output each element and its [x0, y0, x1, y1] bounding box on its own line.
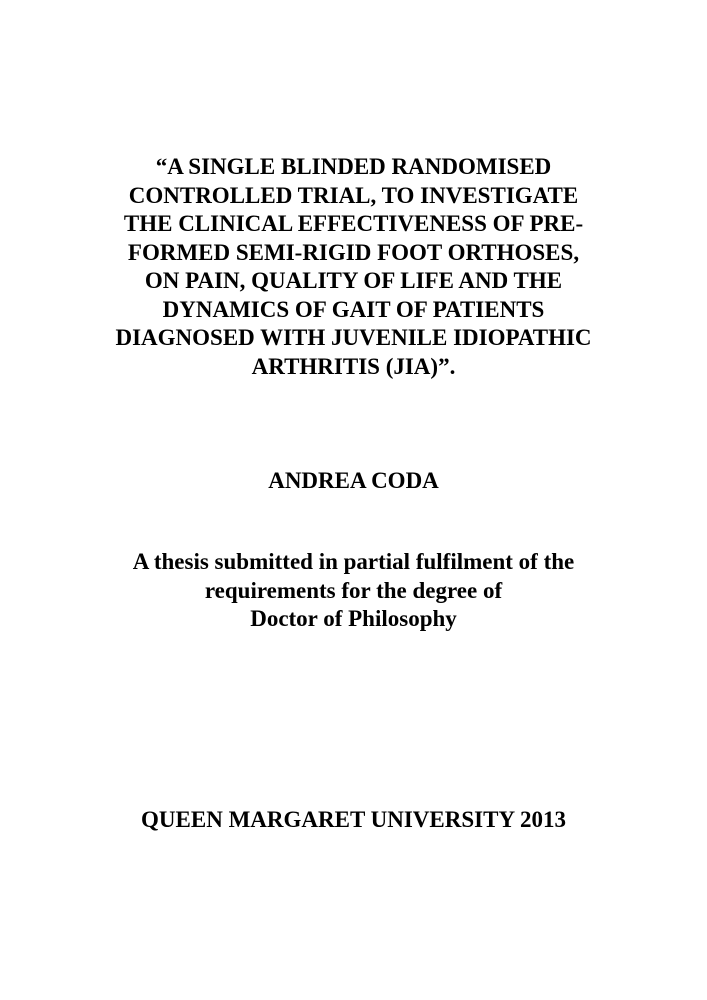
- institution-year: QUEEN MARGARET UNIVERSITY 2013: [141, 807, 566, 832]
- degree-statement-line: requirements for the degree of: [204, 577, 503, 603]
- title-line: ON PAIN, QUALITY OF LIFE AND THE: [144, 268, 563, 293]
- title-line: “A SINGLE BLINDED RANDOMISED: [155, 154, 552, 179]
- thesis-title: [0, 153, 707, 381]
- degree-statement-line: Doctor of Philosophy: [250, 606, 457, 631]
- title-line: ARTHRITIS (JIA)”.: [251, 353, 456, 379]
- title-line: DYNAMICS OF GAIT OF PATIENTS: [162, 296, 545, 322]
- title-line: FORMED SEMI-RIGID FOOT ORTHOSES,: [127, 239, 580, 265]
- author-name: ANDREA CODA: [268, 468, 439, 493]
- title-line: CONTROLLED TRIAL, TO INVESTIGATE: [128, 182, 579, 208]
- degree-statement-line: A thesis submitted in partial fulfilment of the: [132, 549, 575, 574]
- title-line: DIAGNOSED WITH JUVENILE IDIOPATHIC: [115, 325, 592, 350]
- title-line: THE CLINICAL EFFECTIVENESS OF PRE-: [123, 211, 584, 236]
- degree-statement: [0, 548, 707, 634]
